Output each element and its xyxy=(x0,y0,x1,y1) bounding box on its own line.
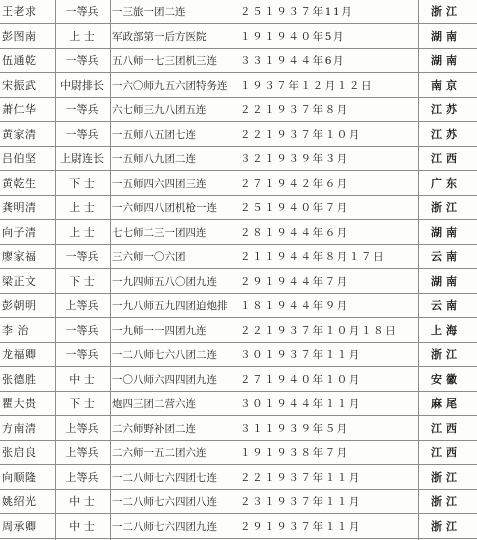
soldier-name: 龚明清 xyxy=(2,201,37,214)
table-row xyxy=(0,441,477,465)
soldier-unit: 一二八师七六四团八连 xyxy=(112,496,217,508)
soldier-unit: 一二八师七六八团二连 xyxy=(112,349,217,361)
soldier-name: 彭朝明 xyxy=(2,299,37,312)
soldier-name: 张德胜 xyxy=(2,372,37,386)
table-row xyxy=(0,147,477,171)
soldier-rank: 中 士 xyxy=(69,372,95,386)
soldier-unit: 五八师一七三团机三连 xyxy=(112,55,217,67)
soldier-name: 瞿大贵 xyxy=(2,397,37,410)
soldier-unit: 七七师二三一团四连 xyxy=(112,226,207,239)
age-and-death-date: ３０１９４４年１１月 xyxy=(240,398,361,410)
place: 江西 xyxy=(431,421,461,435)
soldier-unit: 一九四师五八〇团九连 xyxy=(112,275,217,288)
place: 浙江 xyxy=(431,201,461,214)
soldier-unit: 军政部第一后方医院 xyxy=(112,30,207,43)
table-row xyxy=(0,0,477,24)
soldier-name: 王老求 xyxy=(2,5,37,18)
soldier-unit: 一〇八师六四四团九连 xyxy=(112,373,217,386)
soldier-unit: 一五师八九团二连 xyxy=(112,153,196,165)
table-row xyxy=(0,417,477,441)
soldier-name: 李 治 xyxy=(2,323,29,337)
place: 浙江 xyxy=(431,5,461,18)
place: 湖南 xyxy=(431,225,461,239)
soldier-unit: 一三旅一团二连 xyxy=(112,6,186,18)
age-and-death-date: ２３１９３７年１１月 xyxy=(240,496,361,508)
age-and-death-date: ２５１９４０年７月 xyxy=(240,202,349,214)
soldier-unit: 三六师一〇六团 xyxy=(112,251,186,263)
table-row xyxy=(0,294,477,318)
table-row xyxy=(0,466,477,490)
age-and-death-date: １９１９４０年5月 xyxy=(240,30,346,43)
place: 江苏 xyxy=(431,127,461,141)
age-and-death-date: ２２１９３７年１０月１８日 xyxy=(240,324,398,337)
soldier-rank: 下 士 xyxy=(69,397,95,410)
place: 浙江 xyxy=(431,470,461,484)
soldier-rank: 上等兵 xyxy=(65,446,99,459)
soldier-name: 方南清 xyxy=(2,421,37,435)
soldier-name: 向子清 xyxy=(2,225,37,239)
soldier-name: 龙福卿 xyxy=(2,348,37,361)
table-row xyxy=(0,368,477,392)
soldier-rank: 下 士 xyxy=(69,274,95,288)
place: 湖南 xyxy=(431,54,461,67)
table-row xyxy=(0,515,477,539)
age-and-death-date: ２８１９４４年６月 xyxy=(240,226,349,239)
table-row xyxy=(0,25,477,49)
soldier-name: 彭图南 xyxy=(2,29,37,43)
soldier-rank: 一等兵 xyxy=(65,323,99,337)
soldier-rank: 一等兵 xyxy=(65,103,99,116)
age-and-death-date: １９３７年１２月１２日 xyxy=(240,79,374,92)
place: 广东 xyxy=(431,176,461,190)
soldier-name: 吕伯坚 xyxy=(2,152,37,165)
soldier-name: 廖家福 xyxy=(2,250,37,263)
place: 云南 xyxy=(431,250,461,263)
age-and-death-date: ２９１９３７年１１月 xyxy=(240,520,361,533)
place: 浙江 xyxy=(431,348,461,361)
table-row xyxy=(0,245,477,269)
soldier-name: 周承卿 xyxy=(2,519,37,533)
soldier-unit: 一六〇师九五六团特务连 xyxy=(112,79,228,92)
soldier-unit: 一五师八五团七连 xyxy=(112,128,196,141)
soldier-name: 宋振武 xyxy=(2,78,37,92)
age-and-death-date: ３１１９３９年５月 xyxy=(240,422,349,435)
age-and-death-date: ２７１９４０年１０月 xyxy=(240,373,361,386)
table-row xyxy=(0,319,477,343)
soldier-rank: 中 士 xyxy=(69,495,95,508)
place: 浙江 xyxy=(431,495,461,508)
soldier-unit: 二六师野补团二连 xyxy=(112,422,196,435)
place: 云南 xyxy=(431,299,461,312)
table-row xyxy=(0,98,477,122)
age-and-death-date: １８１９４４年９月 xyxy=(240,300,349,312)
soldier-rank: 中尉排长 xyxy=(60,78,104,92)
soldier-rank: 下 士 xyxy=(69,176,95,190)
soldier-unit: 一九师一一四团九连 xyxy=(112,324,207,337)
soldier-name: 张启良 xyxy=(2,446,37,459)
age-and-death-date: ３３１９４４年6月 xyxy=(240,55,346,67)
age-and-death-date: ２２１９３７年１１月 xyxy=(240,471,361,484)
soldier-rank: 一等兵 xyxy=(65,127,99,141)
age-and-death-date: ２１１９４４年８月１７日 xyxy=(240,251,386,263)
soldier-rank: 上 士 xyxy=(69,201,95,214)
soldier-rank: 一等兵 xyxy=(65,54,99,67)
soldier-rank: 一等兵 xyxy=(65,348,99,361)
soldier-name: 黄乾生 xyxy=(2,176,37,190)
age-and-death-date: ３２１９３９年３月 xyxy=(240,153,349,165)
place: 安徽 xyxy=(431,372,461,386)
soldier-rank: 上尉连长 xyxy=(60,152,104,165)
table-row xyxy=(0,74,477,98)
soldier-name: 向顺隆 xyxy=(2,470,37,484)
table-row xyxy=(0,343,477,367)
age-and-death-date: １９１９３８年７月 xyxy=(240,447,349,459)
place: 麻尾 xyxy=(431,397,461,410)
soldier-name: 姚绍光 xyxy=(2,495,37,508)
soldier-rank: 一等兵 xyxy=(65,250,99,263)
place: 南京 xyxy=(431,78,461,92)
place: 江西 xyxy=(431,152,461,165)
age-and-death-date: ３０１９３７年１１月 xyxy=(240,349,361,361)
soldier-unit: 六七师三九八团五连 xyxy=(112,104,207,116)
age-and-death-date: ２５１９３７年11月 xyxy=(240,6,354,18)
table-row xyxy=(0,49,477,73)
place: 浙江 xyxy=(431,519,461,533)
age-and-death-date: ２２１９３７年１０月 xyxy=(240,128,361,141)
soldier-unit: 炮四三团二营六连 xyxy=(112,398,196,410)
soldier-unit: 一二八师七六四团七连 xyxy=(112,471,217,484)
soldier-unit: 一六师四八团机枪一连 xyxy=(112,202,217,214)
table-row xyxy=(0,221,477,245)
soldier-rank: 上 士 xyxy=(69,29,95,43)
table-row xyxy=(0,196,477,220)
table-row xyxy=(0,392,477,416)
table-row xyxy=(0,123,477,147)
soldier-rank: 上等兵 xyxy=(65,299,99,312)
place: 湖南 xyxy=(431,274,461,288)
place: 上海 xyxy=(431,323,461,337)
age-and-death-date: ２７１９４２年６月 xyxy=(240,177,349,190)
table-row xyxy=(0,172,477,196)
soldier-unit: 一二八师七六四团九连 xyxy=(112,520,217,533)
soldier-unit: 二六师一五二团六连 xyxy=(112,447,207,459)
soldier-rank: 上等兵 xyxy=(65,421,99,435)
soldier-name: 梁正文 xyxy=(2,274,37,288)
soldier-name: 黄家清 xyxy=(2,127,37,141)
soldier-rank: 上等兵 xyxy=(65,470,99,484)
place: 江苏 xyxy=(431,103,461,116)
soldier-rank: 中 士 xyxy=(69,519,95,533)
soldier-rank: 上 士 xyxy=(69,225,95,239)
soldier-rank: 一等兵 xyxy=(65,5,99,18)
age-and-death-date: ２２１９３７年８月 xyxy=(240,104,349,116)
soldier-name: 伍通乾 xyxy=(2,54,37,67)
table-row xyxy=(0,490,477,514)
soldier-name: 萧仁华 xyxy=(2,103,37,116)
place: 江西 xyxy=(431,446,461,459)
soldier-unit: 一五师四六四团三连 xyxy=(112,177,207,190)
soldier-unit: 一九八师五九四团迫炮排 xyxy=(112,300,228,312)
place: 湖南 xyxy=(431,29,461,43)
table-row xyxy=(0,270,477,294)
age-and-death-date: ２９１９４４年７月 xyxy=(240,275,349,288)
